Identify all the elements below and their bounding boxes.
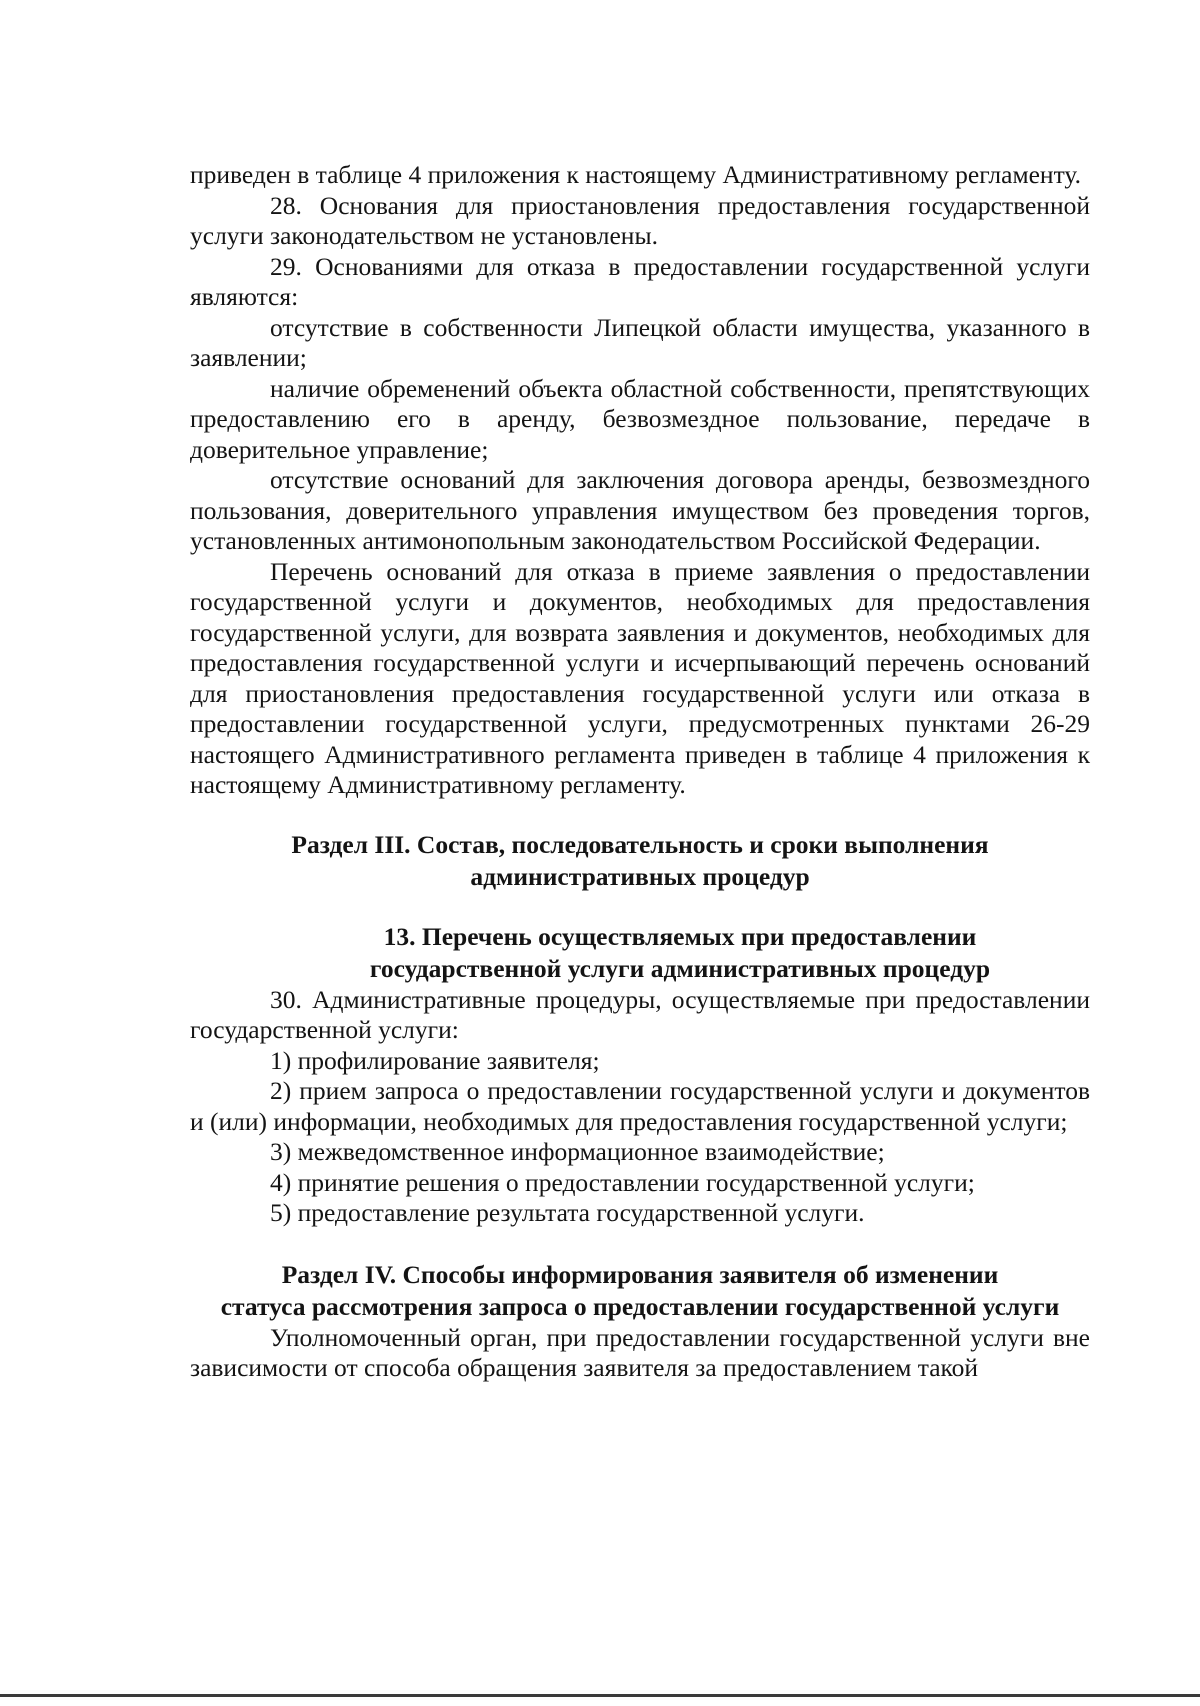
document-page (190, 160, 1090, 1384)
paragraph-continuation: приведен в таблице 4 приложения к настоящему Административному регламенту. (190, 160, 1081, 189)
section-4-heading-line2: статуса рассмотрения запроса о предоставлении государственной услуги (220, 1291, 1060, 1321)
grounds-list-paragraph: Перечень оснований для отказа в приеме заявления о предоставлении государственной услуги и документов, необходимых для предоставления государственной услуги, для возврата заявления и документов, необходимых для предоставления государственной услуги и исчерпывающий перечень оснований для приостановления предоставления государственной услуги или отказа в предоставлении государственной услуги, предусмотренных пунктами 26-29 настоящего Административного регламента приведен в таблице 4 приложения к настоящему Административному регламенту. (190, 556, 1090, 799)
scan-bottom-edge (0, 1694, 1200, 1697)
final-paragraph: Уполномоченный орган, при предоставлении государственной услуги вне зависимости от способа обращения заявителя за предоставлением такой (190, 1322, 1090, 1382)
procedure-item-4: 4) принятие решения о предоставлении государственной услуги; (270, 1167, 975, 1197)
procedure-item-1: 1) профилирование заявителя; (270, 1045, 600, 1075)
refusal-ground-1: отсутствие в собственности Липецкой области имущества, указанного в заявлении; (190, 312, 1090, 372)
section-4-heading (190, 1259, 1090, 1323)
paragraph-29: 29. Основаниями для отказа в предоставлении государственной услуги являются: (190, 251, 1090, 311)
subsection-13-heading-line2: государственной услуги административных процедур (369, 953, 991, 983)
refusal-ground-2: наличие обременений объекта областной собственности, препятствующих предоставлению его в аренду, безвозмездное пользование, передаче в доверительное управление; (190, 373, 1090, 464)
subsection-13-heading-line1: 13. Перечень осуществляемых при предоставлении (383, 921, 977, 951)
subsection-13-heading (190, 921, 1090, 985)
paragraph-28: 28. Основания для приостановления предоставления государственной услуги законодательством не установлены. (190, 190, 1090, 250)
section-4-heading-line1: Раздел IV. Способы информирования заявителя об изменении (281, 1259, 999, 1289)
section-3-heading-line2: административных процедур (470, 861, 810, 891)
section-3-heading-line1: Раздел III. Состав, последовательность и сроки выполнения (291, 829, 989, 859)
paragraph-30: 30. Административные процедуры, осуществляемые при предоставлении государственной услуги: (190, 984, 1090, 1044)
procedure-item-3: 3) межведомственное информационное взаимодействие; (270, 1137, 885, 1166)
section-3-heading (190, 829, 1090, 893)
refusal-ground-3: отсутствие оснований для заключения договора аренды, безвозмездного пользования, доверительного управления имуществом без проведения торгов, установленных антимонопольным законодательством Российской Федерации. (190, 465, 1090, 555)
procedure-item-2: 2) прием запроса о предоставлении государственной услуги и документов и (или) информации, необходимых для предоставления государственной услуги; (190, 1076, 1090, 1136)
procedure-item-5: 5) предоставление результата государственной услуги. (270, 1198, 865, 1227)
